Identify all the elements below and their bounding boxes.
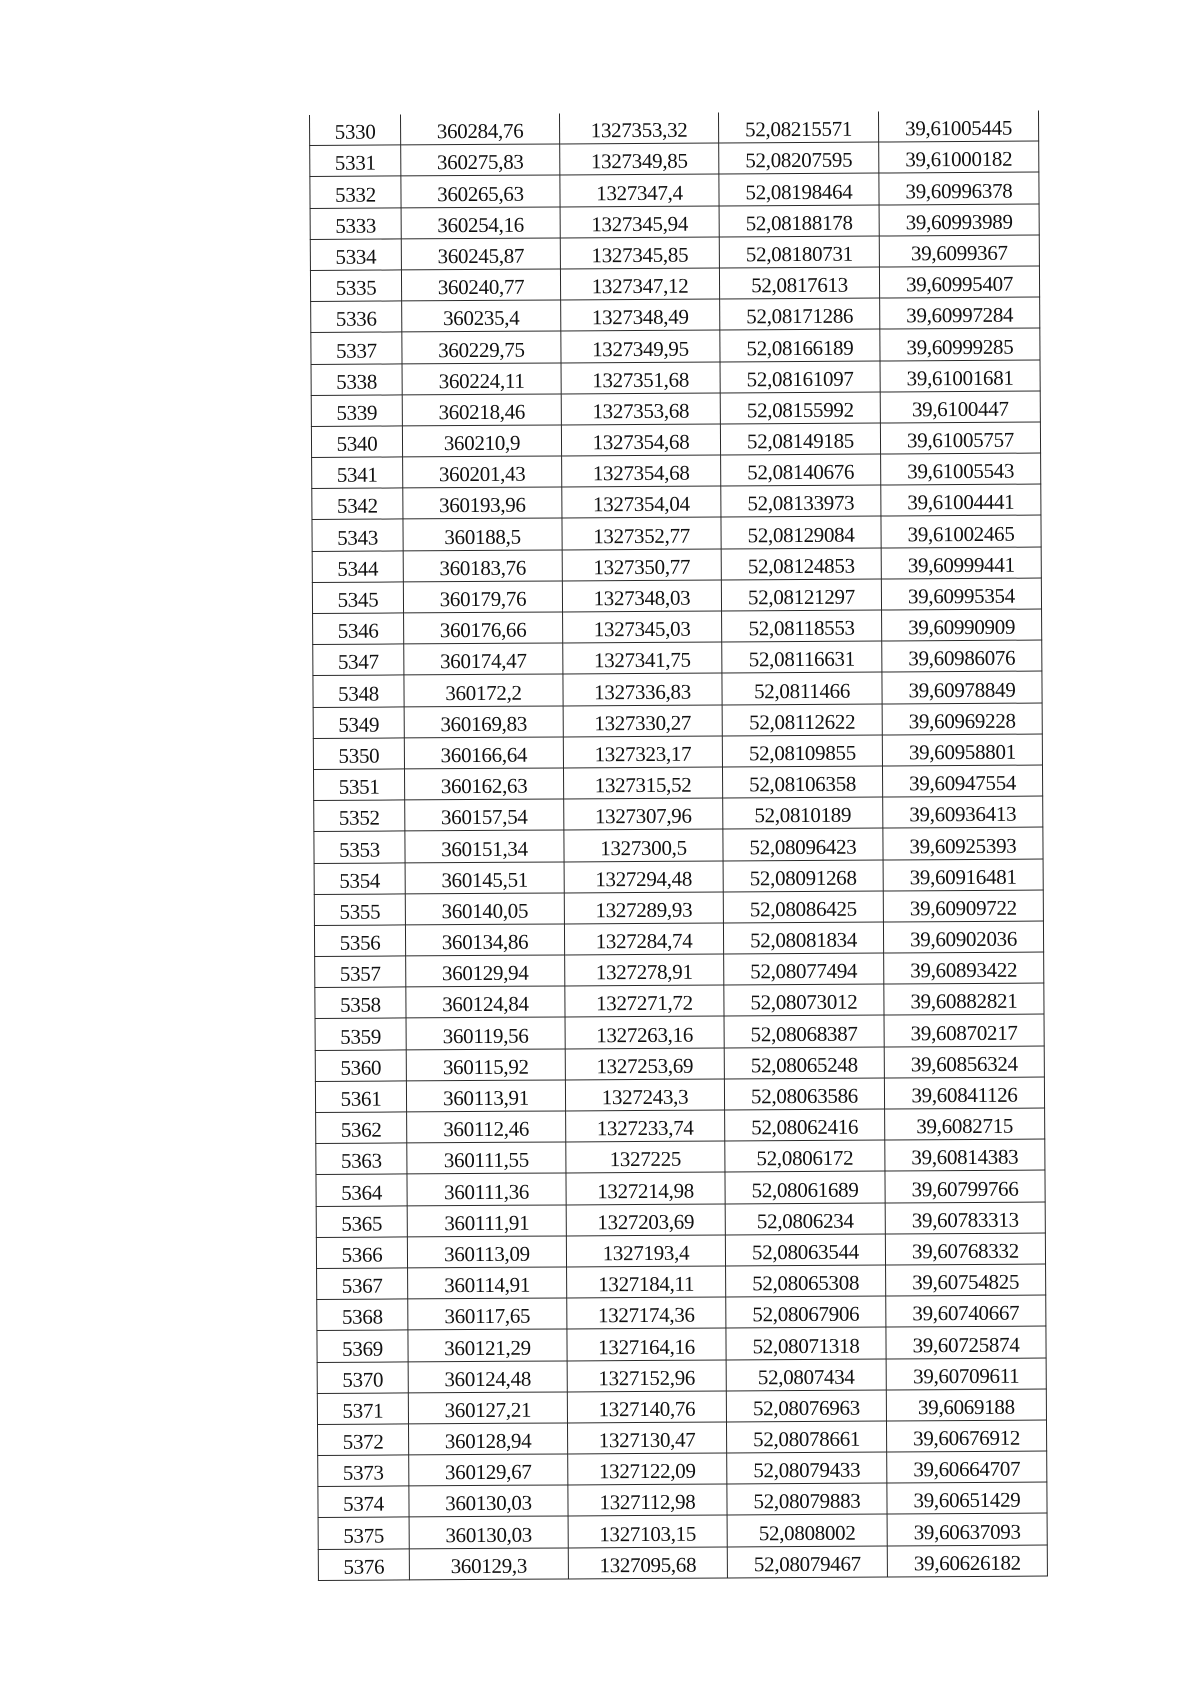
point-number-cell: 5369 — [317, 1330, 408, 1362]
x-coordinate-cell: 360121,29 — [408, 1329, 567, 1361]
point-number-cell: 5363 — [316, 1143, 407, 1175]
y-coordinate-cell: 1327348,03 — [562, 580, 721, 612]
point-number-cell: 5338 — [311, 363, 402, 395]
table-row — [318, 1451, 1047, 1487]
y-coordinate-cell: 1327354,68 — [561, 424, 720, 456]
y-coordinate-cell: 1327323,17 — [563, 736, 722, 768]
point-number-cell: 5354 — [314, 862, 405, 894]
latitude-cell: 52,0806172 — [725, 1140, 885, 1172]
y-coordinate-cell: 1327263,16 — [565, 1016, 724, 1048]
y-coordinate-cell: 1327351,68 — [561, 361, 720, 393]
longitude-cell: 39,60841126 — [884, 1077, 1044, 1109]
x-coordinate-cell: 360111,55 — [407, 1142, 566, 1174]
table-row — [318, 1482, 1047, 1518]
y-coordinate-cell: 1327315,52 — [563, 767, 722, 799]
point-number-cell: 5334 — [310, 239, 401, 271]
y-coordinate-cell: 1327193,4 — [566, 1235, 725, 1267]
latitude-cell: 52,0808002 — [727, 1514, 887, 1546]
latitude-cell: 52,08180731 — [719, 236, 879, 268]
longitude-cell: 39,60995354 — [881, 578, 1041, 610]
latitude-cell: 52,08081834 — [723, 922, 883, 954]
longitude-cell: 39,60925393 — [883, 827, 1043, 859]
x-coordinate-cell: 360145,51 — [405, 861, 564, 893]
longitude-cell: 39,60969228 — [882, 703, 1042, 735]
longitude-cell: 39,60637093 — [887, 1513, 1047, 1545]
table-row — [311, 297, 1040, 333]
longitude-cell: 39,60996378 — [879, 172, 1039, 204]
table-row — [316, 1233, 1045, 1269]
latitude-cell: 52,0811466 — [722, 672, 882, 704]
y-coordinate-cell: 1327341,75 — [563, 642, 722, 674]
x-coordinate-cell: 360210,9 — [402, 425, 561, 457]
point-number-cell: 5342 — [312, 488, 403, 520]
latitude-cell: 52,08077494 — [724, 953, 884, 985]
y-coordinate-cell: 1327347,4 — [560, 174, 719, 206]
point-number-cell: 5352 — [314, 800, 405, 832]
point-number-cell: 5365 — [316, 1205, 407, 1237]
point-number-cell: 5350 — [313, 738, 404, 770]
x-coordinate-cell: 360130,03 — [409, 1485, 568, 1517]
longitude-cell: 39,61005445 — [878, 111, 1038, 143]
table-row — [315, 983, 1044, 1019]
table-row — [310, 266, 1039, 302]
longitude-cell: 39,6069188 — [886, 1389, 1046, 1421]
y-coordinate-cell: 1327348,49 — [561, 299, 720, 331]
x-coordinate-cell: 360183,76 — [403, 550, 562, 582]
table-row — [312, 578, 1041, 614]
longitude-cell: 39,60958801 — [882, 734, 1042, 766]
y-coordinate-cell: 1327349,85 — [560, 143, 719, 175]
y-coordinate-cell: 1327095,68 — [568, 1547, 727, 1579]
y-coordinate-cell: 1327350,77 — [562, 549, 721, 581]
longitude-cell: 39,60783313 — [885, 1202, 1045, 1234]
longitude-cell: 39,60936413 — [883, 796, 1043, 828]
x-coordinate-cell: 360127,21 — [408, 1392, 567, 1424]
longitude-cell: 39,60999285 — [880, 328, 1040, 360]
table-row — [317, 1389, 1046, 1425]
point-number-cell: 5357 — [315, 956, 406, 988]
latitude-cell: 52,08166189 — [720, 329, 880, 361]
table-row — [317, 1295, 1046, 1331]
latitude-cell: 52,08215571 — [718, 112, 878, 144]
latitude-cell: 52,08065308 — [726, 1265, 886, 1297]
x-coordinate-cell: 360114,91 — [408, 1267, 567, 1299]
table-row — [314, 796, 1043, 832]
latitude-cell: 52,08112622 — [722, 704, 882, 736]
y-coordinate-cell: 1327122,09 — [568, 1453, 727, 1485]
point-number-cell: 5344 — [312, 551, 403, 583]
latitude-cell: 52,08129084 — [721, 516, 881, 548]
y-coordinate-cell: 1327214,98 — [566, 1172, 725, 1204]
x-coordinate-cell: 360284,76 — [400, 113, 559, 145]
point-number-cell: 5355 — [314, 894, 405, 926]
x-coordinate-cell: 360240,77 — [401, 269, 560, 301]
y-coordinate-cell: 1327307,96 — [564, 798, 723, 830]
longitude-cell: 39,60916481 — [883, 859, 1043, 891]
table-row — [316, 1108, 1045, 1144]
y-coordinate-cell: 1327112,98 — [568, 1484, 727, 1516]
longitude-cell: 39,60754825 — [886, 1264, 1046, 1296]
point-number-cell: 5336 — [311, 301, 402, 333]
x-coordinate-cell: 360130,03 — [409, 1516, 568, 1548]
longitude-cell: 39,61004441 — [881, 484, 1041, 516]
table-row — [311, 360, 1040, 396]
x-coordinate-cell: 360157,54 — [405, 799, 564, 831]
table-row — [310, 204, 1039, 240]
longitude-cell: 39,60856324 — [884, 1046, 1044, 1078]
table-row — [310, 141, 1039, 177]
latitude-cell: 52,08079883 — [727, 1483, 887, 1515]
x-coordinate-cell: 360129,94 — [406, 955, 565, 987]
table-row — [318, 1513, 1047, 1549]
table-row — [317, 1420, 1046, 1456]
point-number-cell: 5343 — [312, 519, 403, 551]
latitude-cell: 52,08109855 — [722, 735, 882, 767]
coordinates-table-body — [310, 111, 1048, 1581]
y-coordinate-cell: 1327140,76 — [567, 1391, 726, 1423]
latitude-cell: 52,08079433 — [727, 1452, 887, 1484]
longitude-cell: 39,60997284 — [880, 297, 1040, 329]
longitude-cell: 39,60990909 — [882, 609, 1042, 641]
y-coordinate-cell: 1327353,32 — [559, 112, 718, 144]
longitude-cell: 39,61005543 — [881, 453, 1041, 485]
longitude-cell: 39,60799766 — [885, 1170, 1045, 1202]
longitude-cell: 39,60664707 — [887, 1451, 1047, 1483]
x-coordinate-cell: 360134,86 — [405, 924, 564, 956]
table-row — [314, 890, 1043, 926]
y-coordinate-cell: 1327300,5 — [564, 829, 723, 861]
y-coordinate-cell: 1327347,12 — [560, 268, 719, 300]
x-coordinate-cell: 360245,87 — [401, 238, 560, 270]
y-coordinate-cell: 1327354,04 — [562, 486, 721, 518]
longitude-cell: 39,61005757 — [880, 422, 1040, 454]
table-row — [312, 484, 1041, 520]
point-number-cell: 5367 — [317, 1268, 408, 1300]
x-coordinate-cell: 360162,63 — [404, 768, 563, 800]
y-coordinate-cell: 1327174,36 — [567, 1297, 726, 1329]
x-coordinate-cell: 360140,05 — [405, 893, 564, 925]
latitude-cell: 52,08073012 — [724, 984, 884, 1016]
point-number-cell: 5375 — [318, 1517, 409, 1549]
longitude-cell: 39,60893422 — [884, 952, 1044, 984]
y-coordinate-cell: 1327345,03 — [563, 611, 722, 643]
longitude-cell: 39,60995407 — [879, 266, 1039, 298]
y-coordinate-cell: 1327233,74 — [566, 1110, 725, 1142]
y-coordinate-cell: 1327294,48 — [564, 860, 723, 892]
x-coordinate-cell: 360275,83 — [401, 144, 560, 176]
x-coordinate-cell: 360128,94 — [408, 1423, 567, 1455]
y-coordinate-cell: 1327336,83 — [563, 673, 722, 705]
y-coordinate-cell: 1327184,11 — [567, 1266, 726, 1298]
latitude-cell: 52,08140676 — [721, 454, 881, 486]
point-number-cell: 5371 — [317, 1393, 408, 1425]
point-number-cell: 5351 — [313, 769, 404, 801]
y-coordinate-cell: 1327345,85 — [560, 237, 719, 269]
x-coordinate-cell: 360193,96 — [403, 487, 562, 519]
latitude-cell: 52,08062416 — [725, 1109, 885, 1141]
table-row — [313, 671, 1042, 707]
latitude-cell: 52,08091268 — [723, 860, 883, 892]
x-coordinate-cell: 360112,46 — [407, 1111, 566, 1143]
point-number-cell: 5370 — [317, 1361, 408, 1393]
latitude-cell: 52,08155992 — [720, 392, 880, 424]
latitude-cell: 52,0807434 — [726, 1358, 886, 1390]
x-coordinate-cell: 360119,56 — [406, 1017, 565, 1049]
y-coordinate-cell: 1327289,93 — [564, 892, 723, 924]
point-number-cell: 5373 — [318, 1455, 409, 1487]
x-coordinate-cell: 360151,34 — [405, 830, 564, 862]
y-coordinate-cell: 1327225 — [566, 1141, 725, 1173]
latitude-cell: 52,0810189 — [723, 797, 883, 829]
x-coordinate-cell: 360166,64 — [404, 737, 563, 769]
table-row — [315, 1077, 1044, 1113]
longitude-cell: 39,60993989 — [879, 204, 1039, 236]
longitude-cell: 39,60651429 — [887, 1482, 1047, 1514]
latitude-cell: 52,08207595 — [719, 142, 879, 174]
point-number-cell: 5374 — [318, 1486, 409, 1518]
latitude-cell: 52,08067906 — [726, 1296, 886, 1328]
latitude-cell: 52,08149185 — [720, 423, 880, 455]
y-coordinate-cell: 1327345,94 — [560, 206, 719, 238]
y-coordinate-cell: 1327330,27 — [563, 705, 722, 737]
x-coordinate-cell: 360254,16 — [401, 207, 560, 239]
longitude-cell: 39,61000182 — [879, 141, 1039, 173]
point-number-cell: 5368 — [317, 1299, 408, 1331]
x-coordinate-cell: 360115,92 — [406, 1049, 565, 1081]
x-coordinate-cell: 360229,75 — [402, 331, 561, 363]
point-number-cell: 5346 — [313, 613, 404, 645]
x-coordinate-cell: 360174,47 — [404, 643, 563, 675]
latitude-cell: 52,08063544 — [725, 1234, 885, 1266]
point-number-cell: 5372 — [317, 1424, 408, 1456]
latitude-cell: 52,0817613 — [719, 267, 879, 299]
x-coordinate-cell: 360235,4 — [402, 300, 561, 332]
latitude-cell: 52,08071318 — [726, 1327, 886, 1359]
table-row — [313, 609, 1042, 645]
point-number-cell: 5347 — [313, 644, 404, 676]
point-number-cell: 5362 — [316, 1112, 407, 1144]
longitude-cell: 39,60882821 — [884, 983, 1044, 1015]
point-number-cell: 5345 — [312, 582, 403, 614]
point-number-cell: 5360 — [315, 1050, 406, 1082]
point-number-cell: 5364 — [316, 1174, 407, 1206]
point-number-cell: 5349 — [313, 706, 404, 738]
table-row — [315, 952, 1044, 988]
latitude-cell: 52,08086425 — [723, 891, 883, 923]
longitude-cell: 39,60626182 — [887, 1545, 1047, 1577]
y-coordinate-cell: 1327152,96 — [567, 1359, 726, 1391]
point-number-cell: 5348 — [313, 675, 404, 707]
x-coordinate-cell: 360179,76 — [403, 581, 562, 613]
point-number-cell: 5335 — [310, 270, 401, 302]
latitude-cell: 52,08079467 — [727, 1546, 887, 1578]
longitude-cell: 39,60768332 — [885, 1233, 1045, 1265]
point-number-cell: 5359 — [315, 1018, 406, 1050]
table-row — [317, 1358, 1046, 1394]
x-coordinate-cell: 360124,48 — [408, 1360, 567, 1392]
latitude-cell: 52,08161097 — [720, 361, 880, 393]
table-row — [313, 703, 1042, 739]
latitude-cell: 52,08068387 — [724, 1015, 884, 1047]
point-number-cell: 5376 — [318, 1549, 409, 1581]
longitude-cell: 39,60902036 — [883, 921, 1043, 953]
x-coordinate-cell: 360113,09 — [407, 1236, 566, 1268]
x-coordinate-cell: 360201,43 — [403, 456, 562, 488]
longitude-cell: 39,60709611 — [886, 1358, 1046, 1390]
table-row — [310, 172, 1039, 208]
coordinates-table — [309, 111, 1048, 1581]
longitude-cell: 39,60870217 — [884, 1014, 1044, 1046]
table-row — [310, 235, 1039, 271]
longitude-cell: 39,60740667 — [886, 1295, 1046, 1327]
latitude-cell: 52,08198464 — [719, 173, 879, 205]
y-coordinate-cell: 1327103,15 — [568, 1515, 727, 1547]
table-row — [314, 827, 1043, 863]
table-row — [316, 1139, 1045, 1175]
y-coordinate-cell: 1327164,16 — [567, 1328, 726, 1360]
table-row — [311, 328, 1040, 364]
x-coordinate-cell: 360224,11 — [402, 362, 561, 394]
point-number-cell: 5339 — [311, 395, 402, 427]
table-row — [314, 921, 1043, 957]
longitude-cell: 39,60999441 — [881, 547, 1041, 579]
x-coordinate-cell: 360188,5 — [403, 518, 562, 550]
latitude-cell: 52,08118553 — [722, 610, 882, 642]
point-number-cell: 5366 — [316, 1237, 407, 1269]
table-row — [315, 1014, 1044, 1050]
latitude-cell: 52,08188178 — [719, 205, 879, 237]
table-row — [312, 515, 1041, 551]
table-row — [315, 1046, 1044, 1082]
y-coordinate-cell: 1327271,72 — [565, 985, 724, 1017]
longitude-cell: 39,60986076 — [882, 640, 1042, 672]
table-row — [311, 391, 1040, 427]
longitude-cell: 39,60978849 — [882, 671, 1042, 703]
latitude-cell: 52,08106358 — [722, 766, 882, 798]
latitude-cell: 52,08065248 — [724, 1047, 884, 1079]
point-number-cell: 5356 — [314, 925, 405, 957]
latitude-cell: 52,08171286 — [720, 298, 880, 330]
y-coordinate-cell: 1327349,95 — [561, 330, 720, 362]
x-coordinate-cell: 360172,2 — [404, 674, 563, 706]
table-row — [318, 1545, 1047, 1581]
x-coordinate-cell: 360265,63 — [401, 175, 560, 207]
x-coordinate-cell: 360218,46 — [402, 394, 561, 426]
latitude-cell: 52,08063586 — [724, 1078, 884, 1110]
latitude-cell: 52,08121297 — [721, 579, 881, 611]
y-coordinate-cell: 1327354,68 — [562, 455, 721, 487]
x-coordinate-cell: 360113,91 — [406, 1080, 565, 1112]
x-coordinate-cell: 360124,84 — [406, 986, 565, 1018]
longitude-cell: 39,61002465 — [881, 515, 1041, 547]
longitude-cell: 39,6099367 — [879, 235, 1039, 267]
table-row — [317, 1264, 1046, 1300]
y-coordinate-cell: 1327352,77 — [562, 517, 721, 549]
longitude-cell: 39,60676912 — [886, 1420, 1046, 1452]
y-coordinate-cell: 1327243,3 — [565, 1079, 724, 1111]
x-coordinate-cell: 360176,66 — [404, 612, 563, 644]
table-row — [312, 453, 1041, 489]
table-row — [310, 111, 1039, 146]
table-row — [316, 1170, 1045, 1206]
point-number-cell: 5353 — [314, 831, 405, 863]
y-coordinate-cell: 1327353,68 — [561, 393, 720, 425]
table-row — [317, 1326, 1046, 1362]
x-coordinate-cell: 360111,91 — [407, 1205, 566, 1237]
latitude-cell: 52,08124853 — [721, 548, 881, 580]
latitude-cell: 52,0806234 — [725, 1203, 885, 1235]
x-coordinate-cell: 360129,67 — [409, 1454, 568, 1486]
table-row — [312, 547, 1041, 583]
longitude-cell: 39,60947554 — [882, 765, 1042, 797]
longitude-cell: 39,6082715 — [885, 1108, 1045, 1140]
longitude-cell: 39,60725874 — [886, 1326, 1046, 1358]
latitude-cell: 52,08096423 — [723, 828, 883, 860]
latitude-cell: 52,08061689 — [725, 1171, 885, 1203]
point-number-cell: 5331 — [310, 145, 401, 177]
point-number-cell: 5358 — [315, 987, 406, 1019]
point-number-cell: 5341 — [312, 457, 403, 489]
longitude-cell: 39,60814383 — [885, 1139, 1045, 1171]
latitude-cell: 52,08078661 — [726, 1421, 886, 1453]
point-number-cell: 5332 — [310, 176, 401, 208]
longitude-cell: 39,61001681 — [880, 360, 1040, 392]
y-coordinate-cell: 1327253,69 — [565, 1048, 724, 1080]
point-number-cell: 5361 — [315, 1081, 406, 1113]
table-row — [313, 734, 1042, 770]
latitude-cell: 52,08116631 — [722, 641, 882, 673]
table-row — [314, 859, 1043, 895]
table-row — [313, 765, 1042, 801]
x-coordinate-cell: 360169,83 — [404, 706, 563, 738]
table-row — [311, 422, 1040, 458]
longitude-cell: 39,6100447 — [880, 391, 1040, 423]
table-row — [316, 1202, 1045, 1238]
latitude-cell: 52,08133973 — [721, 485, 881, 517]
point-number-cell: 5337 — [311, 332, 402, 364]
x-coordinate-cell: 360111,36 — [407, 1173, 566, 1205]
point-number-cell: 5333 — [310, 208, 401, 240]
x-coordinate-cell: 360129,3 — [409, 1548, 568, 1580]
point-number-cell: 5340 — [311, 426, 402, 458]
x-coordinate-cell: 360117,65 — [408, 1298, 567, 1330]
y-coordinate-cell: 1327203,69 — [566, 1204, 725, 1236]
y-coordinate-cell: 1327278,91 — [565, 954, 724, 986]
table-row — [313, 640, 1042, 676]
longitude-cell: 39,60909722 — [883, 890, 1043, 922]
latitude-cell: 52,08076963 — [726, 1390, 886, 1422]
y-coordinate-cell: 1327130,47 — [567, 1422, 726, 1454]
y-coordinate-cell: 1327284,74 — [564, 923, 723, 955]
point-number-cell: 5330 — [310, 114, 401, 145]
